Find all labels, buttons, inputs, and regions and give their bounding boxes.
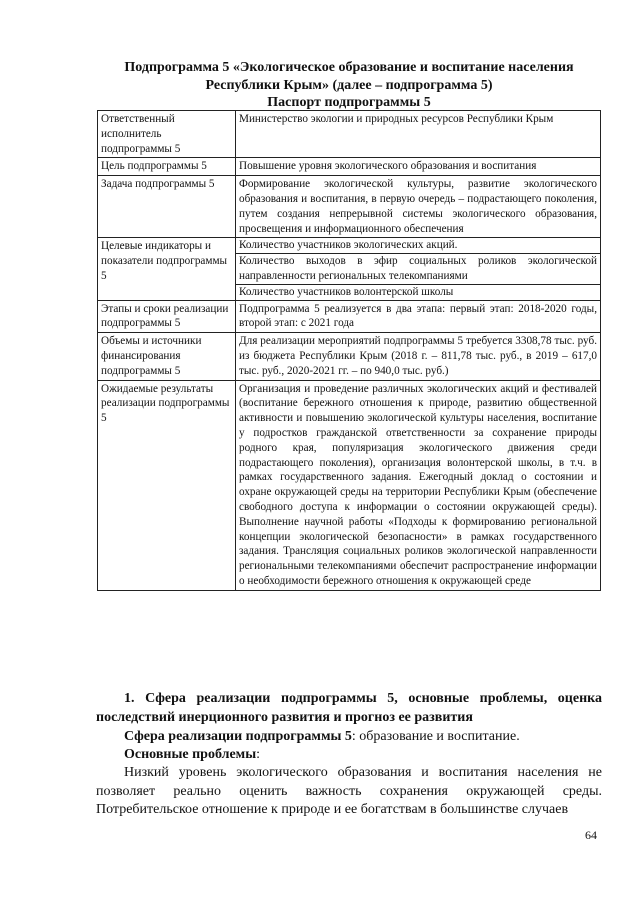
row-label: Задача подпрограммы 5 — [98, 176, 236, 238]
indicator-item: Количество участников волонтерской школы — [239, 285, 454, 298]
problems-colon: : — [256, 747, 261, 762]
row-label: Ответственный исполнитель подпрограммы 5 — [98, 111, 236, 158]
row-value: Для реализации мероприятий подпрограммы 5 требуется 3308,78 тыс. руб. из бюджета Республики Крым (2018 г. – 811,78 тыс. руб., в 2019 – 617,0 тыс. руб., 2020-2021 гг. – по 940,0 тыс. руб.) — [236, 333, 601, 380]
table-row — [98, 380, 601, 590]
table-row — [98, 158, 601, 176]
row-label: Цель подпрограммы 5 — [98, 158, 236, 176]
problems-body: Низкий уровень экологического образования и воспитания населения не позволяет реально оценить важность сохранения окружающей среды. Потребительское отношение к природе и ее богатствам в большинстве случаев — [96, 765, 602, 817]
row-value-group — [236, 238, 601, 300]
sphere-label: Сфера реализации подпрограммы 5 — [124, 729, 352, 744]
row-label: Объемы и источники финансирования подпрограммы 5 — [98, 333, 236, 380]
row-label: Этапы и сроки реализации подпрограммы 5 — [98, 300, 236, 333]
sphere-line — [96, 728, 602, 747]
table-row — [98, 300, 601, 333]
table-row — [98, 176, 601, 238]
sphere-value: : образование и воспитание. — [351, 729, 520, 744]
row-value: Организация и проведение различных экологических акций и фестивалей (воспитание бережного отношения к природе, развитию общественной активности и повышению экологической культуры населения, воспитание у подростков гражданской ответственности за сохранение природы родного края, популяризация экологического движения среди подрастающего поколения), организация волонтерской школы, в т.ч. в рамках государственного задания. Ежегодный доклад о состоянии и охране окружающей среды на территории Республики Крым (обеспечение свободного доступа к информации о состоянии окружающей среды). Выполнение научной работы «Подходы к формированию региональной концепции экологической безопасности» в рамках государственного задания. Трансляция социальных роликов экологической направленности региональными телекомпаниями обеспечит распространение информации о необходимости бережного отношения к окружающей среде — [236, 380, 601, 590]
row-value: Формирование экологической культуры, развитие экологического образования и воспитания, в первую очередь – подрастающего поколения, путем создания непрерывной системы экологического образования, просвещения и информационного обеспечения — [236, 176, 601, 238]
problems-label: Основные проблемы — [124, 747, 257, 762]
table-row — [98, 238, 601, 300]
row-label: Целевые индикаторы и показатели подпрограммы 5 — [98, 238, 236, 300]
section-heading: 1. Сфера реализации подпрограммы 5, основные проблемы, оценка последствий инерционного развития и прогноз ее развития — [96, 691, 602, 725]
indicator-item: Количество участников экологических акций. — [236, 238, 600, 254]
passport-title: Паспорт подпрограммы 5 — [267, 95, 431, 110]
row-value: Подпрограмма 5 реализуется в два этапа: первый этап: 2018-2020 годы, второй этап: с 2021 года — [236, 300, 601, 333]
row-value: Министерство экологии и природных ресурсов Республики Крым — [236, 111, 601, 158]
row-label: Ожидаемые результаты реализации подпрограммы 5 — [98, 380, 236, 590]
table-row — [98, 333, 601, 380]
page-number: 64 — [585, 828, 597, 842]
row-value: Повышение уровня экологического образования и воспитания — [236, 158, 601, 176]
indicator-item: Количество выходов в эфир социальных роликов экологической направленности региональных телекомпаниями — [236, 254, 600, 285]
subprogram-title-line2: Республики Крым» (далее – подпрограмма 5) — [205, 78, 493, 93]
subprogram-title-line1: Подпрограмма 5 «Экологическое образование и воспитание населения — [124, 60, 574, 75]
passport-table — [97, 110, 601, 591]
problems-line — [96, 746, 602, 765]
table-row — [98, 111, 601, 158]
